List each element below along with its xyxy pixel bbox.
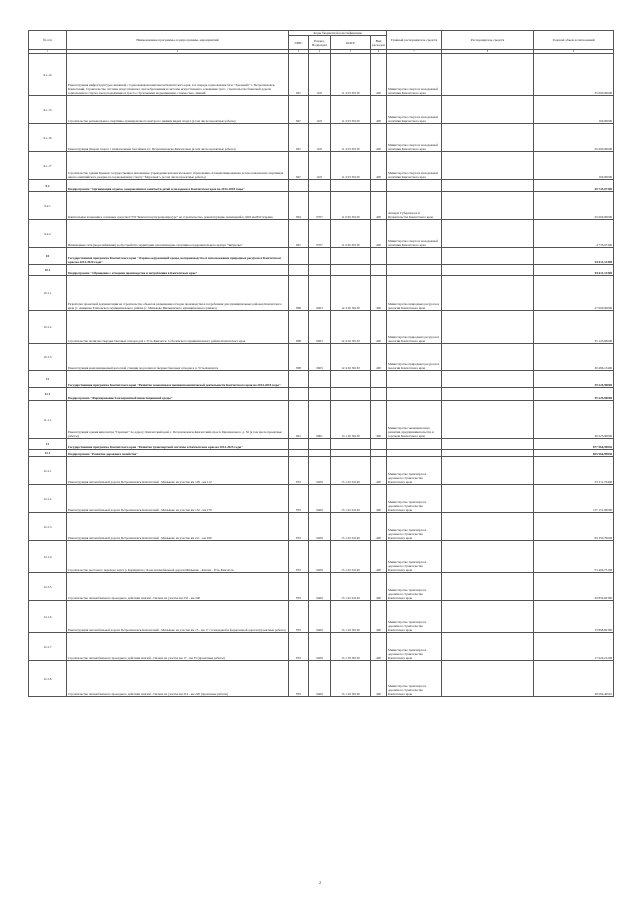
row-manager <box>442 401 534 439</box>
row-razdel: 0409 <box>309 541 331 573</box>
row-vr <box>371 450 387 457</box>
row-name: Подпрограмма "Организация отдыха, оздоровления и занятости детей и молодежи в Камчатском крае на 2014-2018 годы" <box>67 180 289 192</box>
row-razdel <box>309 439 331 450</box>
row-grbs: 847 <box>289 152 309 180</box>
row-kcsr: 12 4 02 30130 <box>331 344 371 371</box>
table-header <box>29 31 614 54</box>
table-row <box>29 265 614 276</box>
table-row <box>29 371 614 388</box>
row-grbs <box>289 180 309 192</box>
row-razdel: 0603 <box>309 344 331 371</box>
row-manager <box>442 311 534 344</box>
row-vr: 400 <box>371 485 387 513</box>
row-total: 17 620,21200 <box>534 633 614 661</box>
column-index-cell: 5 <box>331 50 371 54</box>
row-main-manager <box>387 371 442 388</box>
row-name: Реконструкция здания кинотеатра "Горизонт" по адресу: Камчатский край, г. Петропавловск-Камчатский, просп. Циолковского, д. 56 (в том числе проектные работы) <box>67 401 289 439</box>
row-manager <box>442 344 534 371</box>
row-razdel: 0707 <box>309 220 331 248</box>
row-grbs: 833 <box>289 513 309 541</box>
table-row <box>29 661 614 697</box>
row-main-manager: Министерство транспорта и дорожного строительства Камчатского края <box>387 601 442 633</box>
row-vr <box>371 180 387 192</box>
row-total: 45 000,00000 <box>534 192 614 220</box>
row-total: 877 966,99836 <box>534 439 614 450</box>
row-vr: 400 <box>371 401 387 439</box>
row-vr: 400 <box>371 633 387 661</box>
header-kcsr: КЦСР <box>331 36 371 50</box>
row-kcsr: 15 1 02 S2140 <box>331 573 371 601</box>
row-kcsr <box>331 439 371 450</box>
table-row <box>29 388 614 401</box>
table-row <box>29 457 614 485</box>
row-manager <box>442 220 534 248</box>
row-razdel <box>309 248 331 265</box>
row-total: 39 225,90000 <box>534 388 614 401</box>
row-total: 33 211,76400 <box>534 457 614 485</box>
row-total: 35 125,00000 <box>534 311 614 344</box>
table-row <box>29 601 614 633</box>
row-kcsr: 11 4 03 30130 <box>331 54 371 96</box>
row-name: Реконструкция канализационной насосной станции под полигон твердых бытовых отходов в п. Усть-Камчатск <box>67 344 289 371</box>
column-index-cell: 2 <box>67 50 289 54</box>
row-main-manager: Министерство транспорта и дорожного строительства Камчатского края <box>387 513 442 541</box>
row-manager <box>442 276 534 311</box>
header-vr: Вид расходов <box>371 36 387 50</box>
table-row <box>29 54 614 96</box>
row-number: 9.1.14 <box>29 54 67 96</box>
row-grbs: 833 <box>289 573 309 601</box>
row-total: 137 151,00000 <box>534 485 614 513</box>
row-total: 27 000,00000 <box>534 276 614 311</box>
table-row <box>29 344 614 371</box>
row-manager <box>442 54 534 96</box>
row-main-manager: Министерство экономического развития, предпринимательства и торговли Камчатского края <box>387 401 442 439</box>
row-grbs: 833 <box>289 541 309 573</box>
row-number: 12.1.4 <box>29 541 67 573</box>
header-total: Годовой объем ассигнований <box>534 31 614 50</box>
row-number: 9.2 <box>29 180 67 192</box>
row-razdel: 0409 <box>309 573 331 601</box>
row-manager <box>442 601 534 633</box>
row-name: Капитальные вложения в основные средства ГУП "Камчатсторгагропромресурс" на строительство, реконструкцию помещений в ДОЛ им.Ю.Гагарина <box>67 192 289 220</box>
row-total: 35 000,00000 <box>534 54 614 96</box>
row-total: 94 611,13400 <box>534 248 614 265</box>
row-razdel: 0707 <box>309 192 331 220</box>
table-row <box>29 633 614 661</box>
row-main-manager: Министерство спорта и молодежной политики Камчатского края <box>387 54 442 96</box>
column-index-cell: 1 <box>29 50 67 54</box>
row-name: Инженерные сети (водоснабжение) и обустройство территории для пешеходно-спортивно-оздоровительного центра "Звёздочка" <box>67 220 289 248</box>
row-razdel: 0603 <box>309 276 331 311</box>
row-manager <box>442 192 534 220</box>
row-name: Реконструкция автомобильной дороги Петропавловск-Камчатский - Мильково на участке км 211 - км 299 <box>67 513 289 541</box>
row-main-manager <box>387 180 442 192</box>
row-name: Строительство автомобильного проездного действия Апачей - Палана на участке км 214 - км 220 (проектные работы) <box>67 661 289 697</box>
row-kcsr: 15 1 03 30130 <box>331 633 371 661</box>
row-name: Государственная программа Камчатского края "Развитие транспортной системы в Камчатском крае на 2014-2025 годы" <box>67 439 289 450</box>
row-number: 12.1.2 <box>29 485 67 513</box>
row-manager <box>442 371 534 388</box>
row-manager <box>442 541 534 573</box>
row-vr <box>371 248 387 265</box>
row-kcsr <box>331 265 371 276</box>
row-vr: 400 <box>371 601 387 633</box>
table-row <box>29 96 614 124</box>
column-index-cell: 7 <box>387 50 442 54</box>
row-main-manager: Министерство транспорта и дорожного строительства Камчатского края <box>387 541 442 573</box>
row-razdel <box>309 371 331 388</box>
row-number: 9.2.1 <box>29 192 67 220</box>
row-main-manager <box>387 439 442 450</box>
row-number: 12.1.5 <box>29 573 67 601</box>
table-row <box>29 439 614 450</box>
row-vr: 400 <box>371 573 387 601</box>
row-manager <box>442 124 534 152</box>
row-main-manager: Министерство природных ресурсов и экологии Камчатского края <box>387 276 442 311</box>
row-total: 100,00000 <box>534 152 614 180</box>
row-razdel <box>309 180 331 192</box>
row-name: Реконструкция автомобильной дороги Петропавловск-Камчатский - Мильково на участке км 152 - км 170 <box>67 485 289 513</box>
row-manager <box>442 180 534 192</box>
row-manager <box>442 485 534 513</box>
row-name: Строительство автомобильного проездного действия Апачей - Палана на участке км 235 - км 240 <box>67 573 289 601</box>
row-kcsr: 11 6 06 30130 <box>331 220 371 248</box>
row-grbs: 808 <box>289 311 309 344</box>
row-grbs: 808 <box>289 344 309 371</box>
row-number: 10.1.3 <box>29 344 67 371</box>
row-main-manager: Министерство транспорта и дорожного строительства Камчатского края <box>387 573 442 601</box>
row-main-manager <box>387 388 442 401</box>
row-total: 53 466,75100 <box>534 541 614 573</box>
row-number: 9.1.16 <box>29 124 67 152</box>
table-row <box>29 276 614 311</box>
row-name: Подпрограмма "Формирование благоприятной инвестиционной среды" <box>67 388 289 401</box>
row-main-manager: Аппарат Губернатора и Правительства Камчатского края <box>387 192 442 220</box>
row-name: Реконструкция Дворца спорта с плавательным бассейном в г. Петропавловске-Камчатском (в том числе проектные работы) <box>67 124 289 152</box>
row-manager <box>442 265 534 276</box>
row-vr: 400 <box>371 54 387 96</box>
row-main-manager: Министерство спорта и молодежной политики Камчатского края <box>387 152 442 180</box>
row-number: 11.1 <box>29 388 67 401</box>
header-grbs: ГРБС <box>289 36 309 50</box>
row-name: Строительство мостового перехода через р. Коряцкая на 16 км автомобильной дороги Мильково - Ключи - Усть-Камчатск <box>67 541 289 573</box>
row-razdel: 0409 <box>309 457 331 485</box>
header-razdel: Раздел, Подраздел <box>309 36 331 50</box>
row-main-manager <box>387 248 442 265</box>
table-row <box>29 124 614 152</box>
row-kcsr: 15 1 02 S2140 <box>331 513 371 541</box>
row-manager <box>442 661 534 697</box>
table-row <box>29 248 614 265</box>
row-number: 12.1.1 <box>29 457 67 485</box>
row-razdel: 0603 <box>309 311 331 344</box>
row-vr: 400 <box>371 96 387 124</box>
row-manager <box>442 450 534 457</box>
row-manager <box>442 513 534 541</box>
row-main-manager: Министерство транспорта и дорожного строительства Камчатского края <box>387 661 442 697</box>
row-razdel: 1101 <box>309 152 331 180</box>
header-name: Наименование программы, подпрограммы, мероприятий <box>67 31 289 50</box>
row-razdel <box>309 388 331 401</box>
row-total: 20 859,92300 <box>534 573 614 601</box>
row-number: 12.1.7 <box>29 633 67 661</box>
row-razdel: 1101 <box>309 54 331 96</box>
row-kcsr: 11 4 03 30130 <box>331 96 371 124</box>
row-kcsr: 11 4 03 30130 <box>331 152 371 180</box>
row-vr: 400 <box>371 192 387 220</box>
row-vr: 400 <box>371 152 387 180</box>
row-main-manager: Министерство спорта и молодежной политики Камчатского края <box>387 124 442 152</box>
row-total: 69 350,70000 <box>534 513 614 541</box>
row-vr: 400 <box>371 220 387 248</box>
row-grbs <box>289 388 309 401</box>
row-grbs: 833 <box>289 661 309 697</box>
row-grbs <box>289 439 309 450</box>
row-manager <box>442 248 534 265</box>
row-vr: 400 <box>371 344 387 371</box>
row-razdel: 0409 <box>309 633 331 661</box>
row-razdel <box>309 265 331 276</box>
row-vr <box>371 439 387 450</box>
row-name: Разработка проектной документации на строительство объектов размещения отходов производства и потребления для муниципальных районов Камчатского края (с. Аникеево Елизовского муниципального района (с. Мильково Мильковского муниципального района) <box>67 276 289 311</box>
row-grbs <box>289 265 309 276</box>
table-row <box>29 541 614 573</box>
row-manager <box>442 152 534 180</box>
row-manager <box>442 457 534 485</box>
row-main-manager: Министерство спорта и молодежной политики Камчатского края <box>387 220 442 248</box>
row-grbs: 847 <box>289 96 309 124</box>
row-number: 12.1.6 <box>29 601 67 633</box>
row-name: Подпрограмма "Развитие дорожного хозяйства" <box>67 450 289 457</box>
column-index-cell: 4 <box>309 50 331 54</box>
row-manager <box>442 388 534 401</box>
row-vr <box>371 388 387 401</box>
row-manager <box>442 439 534 450</box>
row-kcsr: 12 4 02 30130 <box>331 311 371 344</box>
table-row <box>29 152 614 180</box>
row-name: Реконструкция автомобильной дороги Петропавловск-Камчатский - Мильково на участке км 13 - км 17 с площадкой и федеральной дороги (проектные работы) <box>67 601 289 633</box>
row-number: 12.1 <box>29 450 67 457</box>
row-grbs: 804 <box>289 192 309 220</box>
row-vr: 400 <box>371 457 387 485</box>
row-grbs: 847 <box>289 54 309 96</box>
page-number: 2 <box>319 880 321 885</box>
row-number: 11.1.1 <box>29 401 67 439</box>
row-name: Строительство полигона твердых бытовых отходов для г. Усть-Камчатск, Соболевского муниципального района Камчатского края <box>67 311 289 344</box>
row-total: 39 225,90000 <box>534 371 614 388</box>
row-grbs: 808 <box>289 276 309 311</box>
row-total: 28 564,46591 <box>534 661 614 697</box>
row-razdel: 0409 <box>309 513 331 541</box>
row-vr: 400 <box>371 276 387 311</box>
row-total: 33 898,82300 <box>534 601 614 633</box>
row-vr: 400 <box>371 541 387 573</box>
row-grbs <box>289 450 309 457</box>
table-row <box>29 192 614 220</box>
row-main-manager: Министерство природных ресурсов и экологии Камчатского края <box>387 344 442 371</box>
row-number: 10.1.1 <box>29 276 67 311</box>
table-row <box>29 450 614 457</box>
row-kcsr: 11 4 03 30130 <box>331 124 371 152</box>
row-vr: 400 <box>371 661 387 697</box>
row-grbs: 833 <box>289 457 309 485</box>
row-vr: 400 <box>371 124 387 152</box>
row-kcsr <box>331 388 371 401</box>
row-name: Подпрограмма "Обращение с отходами производства и потребления в Камчатском крае" <box>67 265 289 276</box>
row-grbs: 841 <box>289 401 309 439</box>
header-num: № п/п <box>29 31 67 50</box>
row-number: 9.1.17 <box>29 152 67 180</box>
row-kcsr <box>331 450 371 457</box>
row-razdel: 1101 <box>309 124 331 152</box>
table-row <box>29 401 614 439</box>
row-kcsr: 12 4 02 30130 <box>331 276 371 311</box>
row-main-manager: Министерство транспорта и дорожного строительства Камчатского края <box>387 485 442 513</box>
table-row <box>29 513 614 541</box>
row-name: Строительство здания Краевое государственное автономное учреждение вспомогательного образования «Специализированная детско-юношеская спортивная школа олимпийского резерва по горнолыжному спорту "Морозная"» (в том числе проектные работы) <box>67 152 289 180</box>
row-name: Государственная программа Камчатского края "Развитие экономики и внешнеэкономической деятельности Камчатского края на 2014-2018 годы" <box>67 371 289 388</box>
row-kcsr <box>331 180 371 192</box>
row-total: 39 225,90000 <box>534 401 614 439</box>
row-kcsr <box>331 371 371 388</box>
row-number: 12.1.3 <box>29 513 67 541</box>
row-manager <box>442 96 534 124</box>
row-kcsr: 15 1 03 30130 <box>331 661 371 697</box>
row-kcsr <box>331 248 371 265</box>
row-vr <box>371 371 387 388</box>
row-name: Реконструкция инфраструктуры связанной с горнолыжным комплексом Камчатского края, 2-я очередь горнолыжная база "Эдельвейс" г. Петропавловск-Камчатский. Строительство системы искусственного снегообразования и системы искусственного освещения трасс, строительство бюветной дороги горнолыжного спуска, въезд подъёмника и трасса с бугельными подъемниками, стоимостью, зимний <box>67 54 289 96</box>
row-name: Государственная программа Камчатского края "Охрана окружающей среды, воспроизводство и использование природных ресурсов в Камчатском крае на 2014-2020 годы" <box>67 248 289 265</box>
row-number: 9.2.2 <box>29 220 67 248</box>
row-number: 9.1.15 <box>29 96 67 124</box>
row-number: 10.1 <box>29 265 67 276</box>
table-row <box>29 485 614 513</box>
row-name: Строительство автомобильного проездного действия Апачей - Палана на участке км 17 - км 35 (проектные работы) <box>67 633 289 661</box>
row-main-manager: Министерство транспорта и дорожного строительства Камчатского края <box>387 633 442 661</box>
row-razdel: 0409 <box>309 661 331 697</box>
row-kcsr: 15 1 02 S2140 <box>331 541 371 573</box>
row-grbs: 847 <box>289 124 309 152</box>
row-grbs <box>289 248 309 265</box>
row-total: 100,00000 <box>534 96 614 124</box>
row-total: 94 611,13400 <box>534 265 614 276</box>
row-total: 30 486,13400 <box>534 344 614 371</box>
column-index-cell: 9 <box>534 50 614 54</box>
row-total: 49 733,07300 <box>534 180 614 192</box>
budget-table <box>28 30 614 697</box>
row-main-manager: Министерство природных ресурсов и экологии Камчатского края <box>387 311 442 344</box>
row-razdel: 0801 <box>309 401 331 439</box>
row-vr: 400 <box>371 513 387 541</box>
row-name: Строительство регионального спортивно-тренировочного центра по зимним видам спорта (в том числе проектные работы) <box>67 96 289 124</box>
row-vr: 400 <box>371 311 387 344</box>
row-kcsr: 15 1 02 S2140 <box>331 485 371 513</box>
row-main-manager: Министерство транспорта и дорожного строительства Камчатского края <box>387 457 442 485</box>
row-razdel: 0409 <box>309 485 331 513</box>
header-manager: Распорядитель средств <box>442 31 534 50</box>
row-kcsr: 15 1 03 30130 <box>331 601 371 633</box>
row-razdel: 0409 <box>309 601 331 633</box>
row-main-manager: Министерство спорта и молодежной политики Камчатского края <box>387 96 442 124</box>
row-number: 10 <box>29 248 67 265</box>
row-razdel: 1101 <box>309 96 331 124</box>
row-total: 4 733,07300 <box>534 220 614 248</box>
table-row <box>29 220 614 248</box>
row-grbs: 847 <box>289 220 309 248</box>
row-kcsr: 11 6 06 30130 <box>331 192 371 220</box>
row-main-manager <box>387 265 442 276</box>
row-grbs: 833 <box>289 485 309 513</box>
header-main-manager: Главный распорядитель средств <box>387 31 442 50</box>
table-body <box>29 54 614 697</box>
row-total: 855 966,99836 <box>534 450 614 457</box>
row-total: 26 400,00000 <box>534 124 614 152</box>
column-index-cell: 3 <box>289 50 309 54</box>
table-row <box>29 311 614 344</box>
row-name: Реконструкция автомобильной дороги Петропавловск-Камчатский - Мильково на участке км 109 - км 112 <box>67 457 289 485</box>
row-kcsr: 15 1 02 S2140 <box>331 457 371 485</box>
row-razdel <box>309 450 331 457</box>
table-row <box>29 573 614 601</box>
column-index-cell: 8 <box>442 50 534 54</box>
column-index-cell: 6 <box>371 50 387 54</box>
row-number: 10.1.2 <box>29 311 67 344</box>
row-number: 12 <box>29 439 67 450</box>
row-manager <box>442 573 534 601</box>
row-main-manager <box>387 450 442 457</box>
row-manager <box>442 633 534 661</box>
row-grbs: 833 <box>289 633 309 661</box>
row-number: 11 <box>29 371 67 388</box>
row-grbs <box>289 371 309 388</box>
header-codes: Коды бюджетной классификации <box>289 31 387 36</box>
row-kcsr: 13 1 02 30130 <box>331 401 371 439</box>
row-vr <box>371 265 387 276</box>
row-grbs: 833 <box>289 601 309 633</box>
table-row <box>29 180 614 192</box>
row-number: 12.1.8 <box>29 661 67 697</box>
